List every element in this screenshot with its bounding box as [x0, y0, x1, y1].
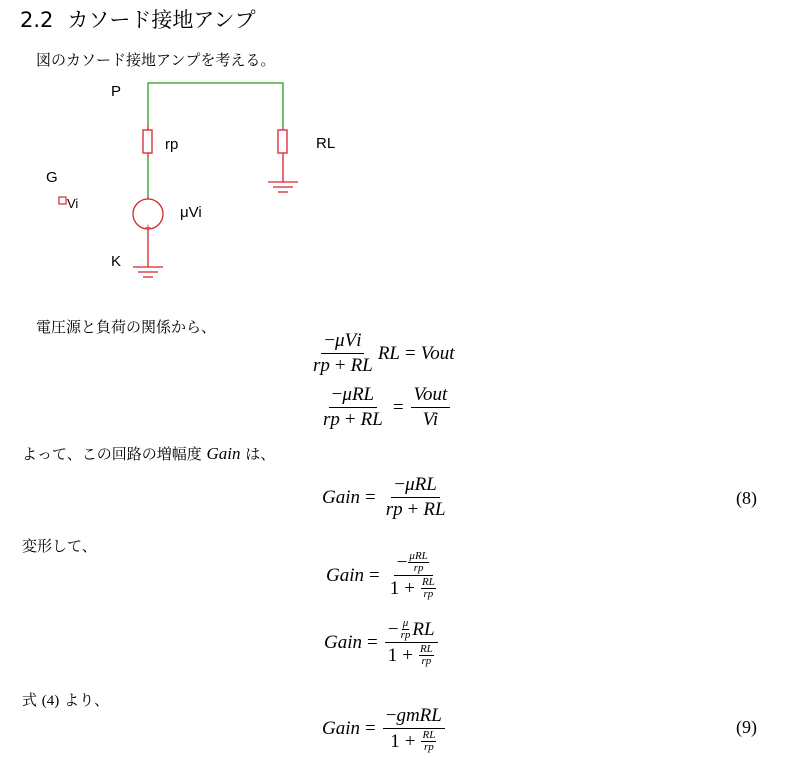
- rl-resistor: [278, 128, 287, 182]
- fraction: − $\frac{\mu}{rp}$ RL 1 + $\frac{RL}{rp}$: [385, 618, 438, 667]
- equation-c: Gain = − μRL rp 1 + $\frac{RL}{rp}$: [326, 551, 442, 600]
- cathode-label: K: [111, 253, 122, 270]
- section-title: カソード接地アンプ: [67, 8, 256, 32]
- rp-resistor: [143, 126, 152, 157]
- vi-label: Vi: [67, 196, 79, 211]
- gain-intro-text: よって、この回路の増幅度 Gain は、: [22, 444, 276, 463]
- fraction: − gm RL 1 + $\frac{RL}{rp}$: [383, 705, 445, 753]
- fraction: − μ RL rp + RL: [385, 474, 446, 520]
- equation-number-8: (8): [736, 488, 757, 508]
- fraction: − μ V i rp + RL: [313, 330, 373, 376]
- fraction: − μ RL rp + RL: [323, 384, 383, 430]
- cathode-ground-icon: [133, 267, 163, 277]
- equation-8: Gain = − μ RL rp + RL: [322, 474, 451, 521]
- rl-ground-icon: [268, 182, 298, 192]
- rp-label: rp: [165, 136, 179, 153]
- equation-b: − μ RL rp + RL = $\frac{\text{Vout}}{Vi}$: [318, 384, 452, 431]
- fraction: $\frac{\text{Vout}}{Vi}$: [411, 384, 451, 431]
- equation-d: Gain = − $\frac{\mu}{rp}$ RL 1 + $\frac{RL}{rp}$: [324, 618, 440, 667]
- intro-text: 図のカソード接地アンプを考える。: [36, 51, 276, 69]
- fraction: − μRL rp 1 + $\frac{RL}{rp}$: [389, 550, 435, 600]
- equation-a: − μ V i rp + RL RL = Vout: [308, 330, 455, 377]
- plate-label: P: [111, 83, 122, 100]
- source-label: μVi: [180, 204, 202, 221]
- rl-label: RL: [316, 135, 336, 152]
- source-plus-label: +: [144, 222, 152, 234]
- circuit-diagram: [38, 76, 348, 286]
- wire-top: [148, 83, 283, 128]
- section-heading: [20, 4, 256, 34]
- equation-9: Gain = − gm RL 1 + $\frac{RL}{rp}$: [322, 705, 447, 753]
- transform-text: 変形して、: [22, 537, 97, 555]
- section-number: 2.2: [20, 8, 54, 32]
- grid-terminal-marker: [59, 197, 66, 204]
- grid-label: G: [46, 169, 58, 186]
- from-eq4-text: 式 (4) より、: [22, 691, 110, 709]
- equation-number-9: (9): [736, 717, 757, 737]
- relation-text: 電圧源と負荷の関係から、: [36, 318, 217, 336]
